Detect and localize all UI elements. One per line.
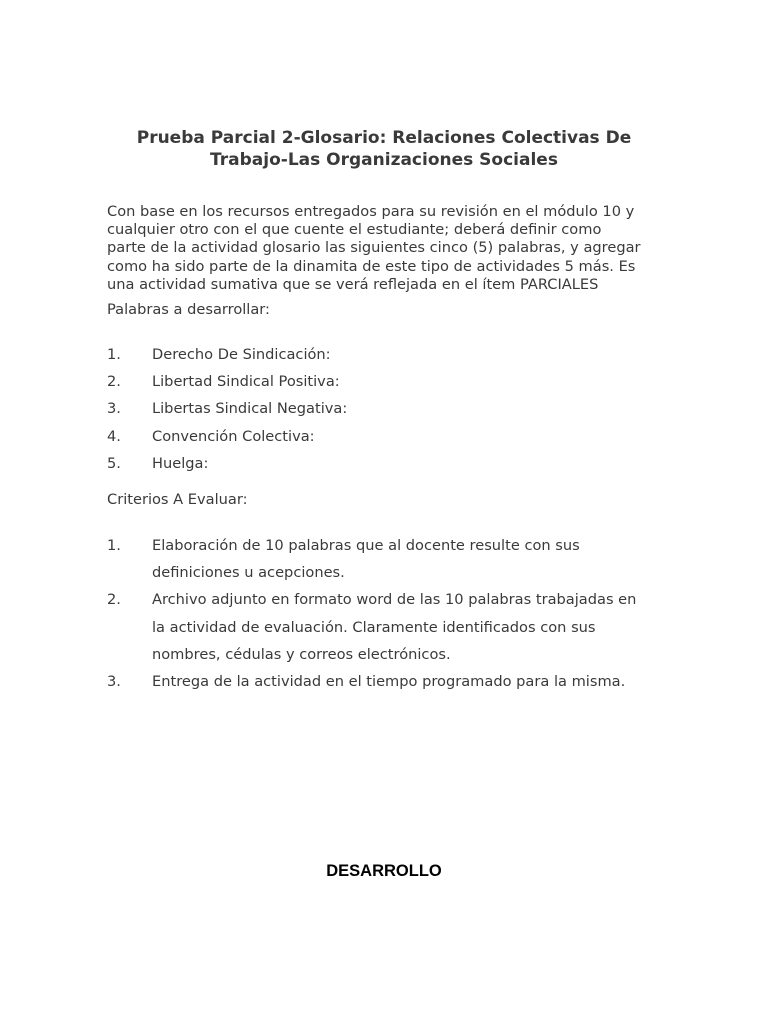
word-text: Huelga: [152, 454, 209, 472]
list-item [107, 532, 667, 586]
criteria-line: Elaboración de 10 palabras que al docente resulte con sus [152, 537, 580, 554]
intro-line: como ha sido parte de la dinamita de este tipo de actividades 5 más. Es [107, 257, 636, 275]
list-number: 5. [107, 454, 121, 472]
criteria-line: definiciones u acepciones. [152, 564, 345, 582]
words-heading: Palabras a desarrollar: [107, 301, 270, 318]
word-text: Libertad Sindical Positiva: [152, 373, 340, 391]
list-number: 3. [107, 673, 121, 691]
criteria-line: Archivo adjunto en formato word de las 10 palabras trabajadas en [152, 591, 637, 609]
word-text: Convención Colectiva: [152, 427, 315, 445]
criteria-line: nombres, cédulas y correos electrónicos. [152, 645, 451, 663]
words-list [107, 341, 667, 477]
criteria-heading: Criterios A Evaluar: [107, 491, 248, 508]
list-number: 3. [107, 400, 121, 418]
criteria-list [107, 532, 667, 695]
title-line-2: Trabajo-Las Organizaciones Sociales [210, 150, 558, 170]
list-item [107, 368, 667, 395]
intro-paragraph [107, 203, 667, 294]
criteria-line: la actividad de evaluación. Claramente identificados con sus [152, 618, 596, 636]
section-heading: DESARROLLO [326, 862, 442, 880]
list-item [107, 341, 667, 368]
document-title [107, 127, 661, 171]
word-text: Libertas Sindical Negativa: [152, 400, 348, 418]
title-line-1: Prueba Parcial 2-Glosario: Relaciones Colectivas De [136, 128, 632, 148]
list-number: 2. [107, 591, 121, 609]
word-text: Derecho De Sindicación: [152, 346, 331, 363]
list-item [107, 450, 667, 477]
list-item [107, 586, 667, 668]
intro-line: cualquier otro con el que cuente el estudiante; deberá definir como [107, 221, 602, 239]
intro-line: parte de la actividad glosario las siguientes cinco (5) palabras, y agregar [107, 239, 641, 257]
list-item [107, 423, 667, 450]
list-item [107, 668, 667, 695]
intro-line: Con base en los recursos entregados para su revisión en el módulo 10 y [107, 203, 635, 220]
list-number: 1. [107, 537, 121, 554]
intro-line: una actividad sumativa que se verá reflejada en el ítem PARCIALES [107, 275, 599, 293]
criteria-line: Entrega de la actividad en el tiempo programado para la misma. [152, 673, 626, 691]
list-number: 1. [107, 346, 121, 363]
list-number: 4. [107, 427, 121, 445]
list-number: 2. [107, 373, 121, 391]
list-item [107, 395, 667, 422]
